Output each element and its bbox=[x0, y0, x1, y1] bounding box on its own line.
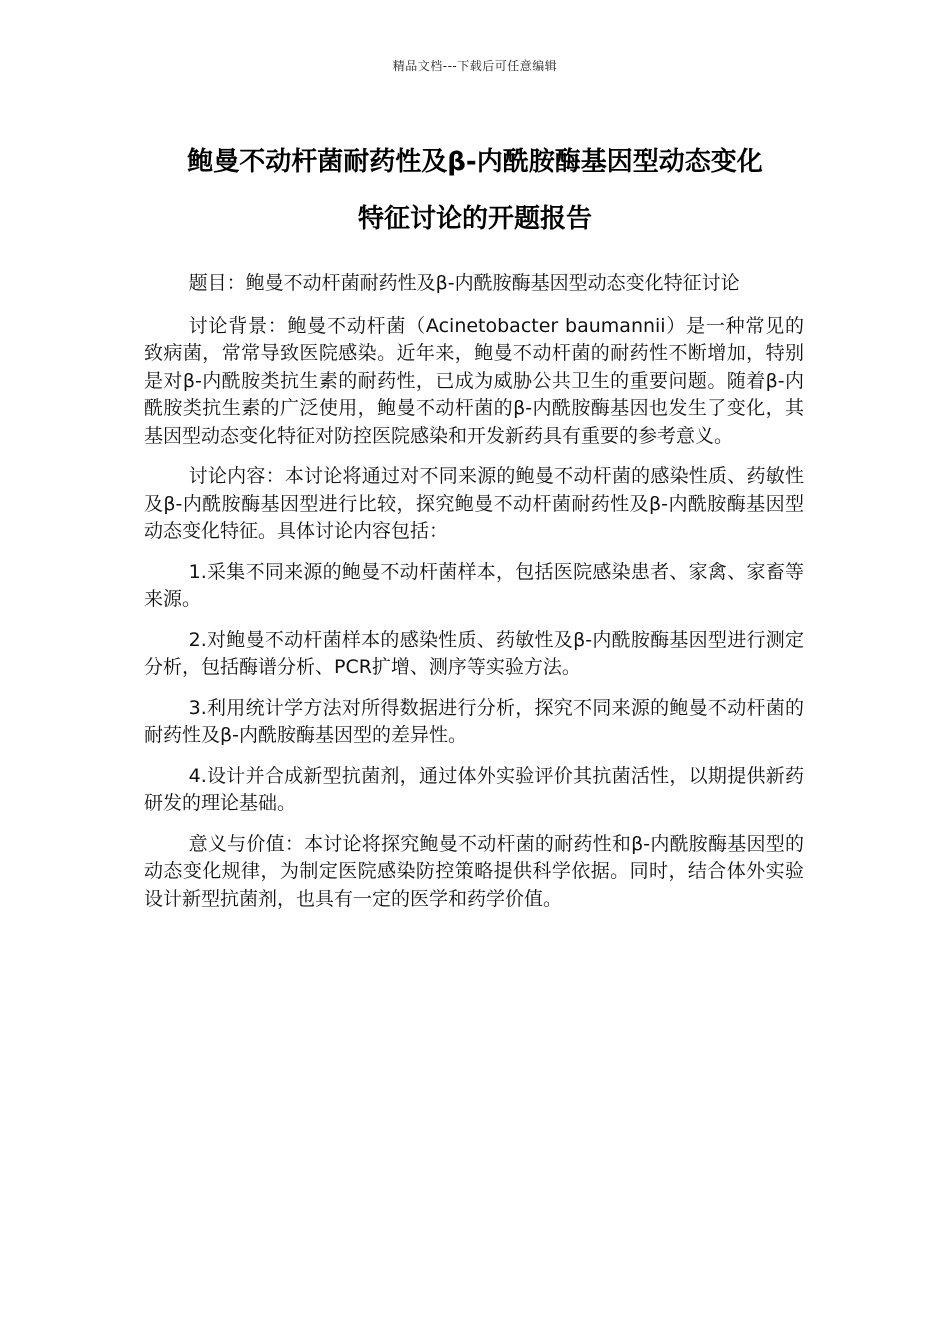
page-header: 精品文档---下载后可任意编辑 bbox=[392, 59, 558, 73]
list-item-3: 3.利用统计学方法对所得数据进行分析，探究不同来源的鲍曼不动杆菌的耐药性及β-内酰胺酶基因型的差异性。 bbox=[144, 696, 804, 746]
list-item-4: 4.设计并合成新型抗菌剂，通过体外实验评价其抗菌活性，以期提供新药研发的理论基础。 bbox=[144, 764, 804, 814]
list-item-1: 1.采集不同来源的鲍曼不动杆菌样本，包括医院感染患者、家禽、家畜等来源。 bbox=[144, 560, 804, 610]
title-line-1: 鲍曼不动杆菌耐药性及β-内酰胺酶基因型动态变化 bbox=[187, 147, 763, 177]
list-item-2: 2.对鲍曼不动杆菌样本的感染性质、药敏性及β-内酰胺酶基因型进行测定分析，包括酶谱分析、PCR扩增、测序等实验方法。 bbox=[144, 628, 804, 678]
document-body bbox=[144, 270, 804, 926]
significance-paragraph: 意义与价值：本讨论将探究鲍曼不动杆菌的耐药性和β-内酰胺酶基因型的动态变化规律，为制定医院感染防控策略提供科学依据。同时，结合体外实验设计新型抗菌剂，也具有一定的医学和药学价值。 bbox=[144, 832, 804, 910]
title-line-2: 特征讨论的开题报告 bbox=[357, 204, 592, 234]
background-paragraph: 讨论背景：鲍曼不动杆菌（Acinetobacter baumannii）是一种常见的致病菌，常常导致医院感染。近年来，鲍曼不动杆菌的耐药性不断增加，特别是对β-内酰胺类抗生素的耐药性，已成为威胁公共卫生的重要问题。随着β-内酰胺类抗生素的广泛使用，鲍曼不动杆菌的β-内酰胺酶基因也发生了变化，其基因型动态变化特征对防控医院感染和开发新药具有重要的参考意义。 bbox=[144, 314, 804, 447]
topic-paragraph: 题目：鲍曼不动杆菌耐药性及β-内酰胺酶基因型动态变化特征讨论 bbox=[188, 272, 740, 294]
document-title bbox=[120, 134, 830, 248]
content-paragraph: 讨论内容：本讨论将通过对不同来源的鲍曼不动杆菌的感染性质、药敏性及β-内酰胺酶基因型进行比较，探究鲍曼不动杆菌耐药性及β-内酰胺酶基因型动态变化特征。具体讨论内容包括： bbox=[144, 465, 804, 542]
